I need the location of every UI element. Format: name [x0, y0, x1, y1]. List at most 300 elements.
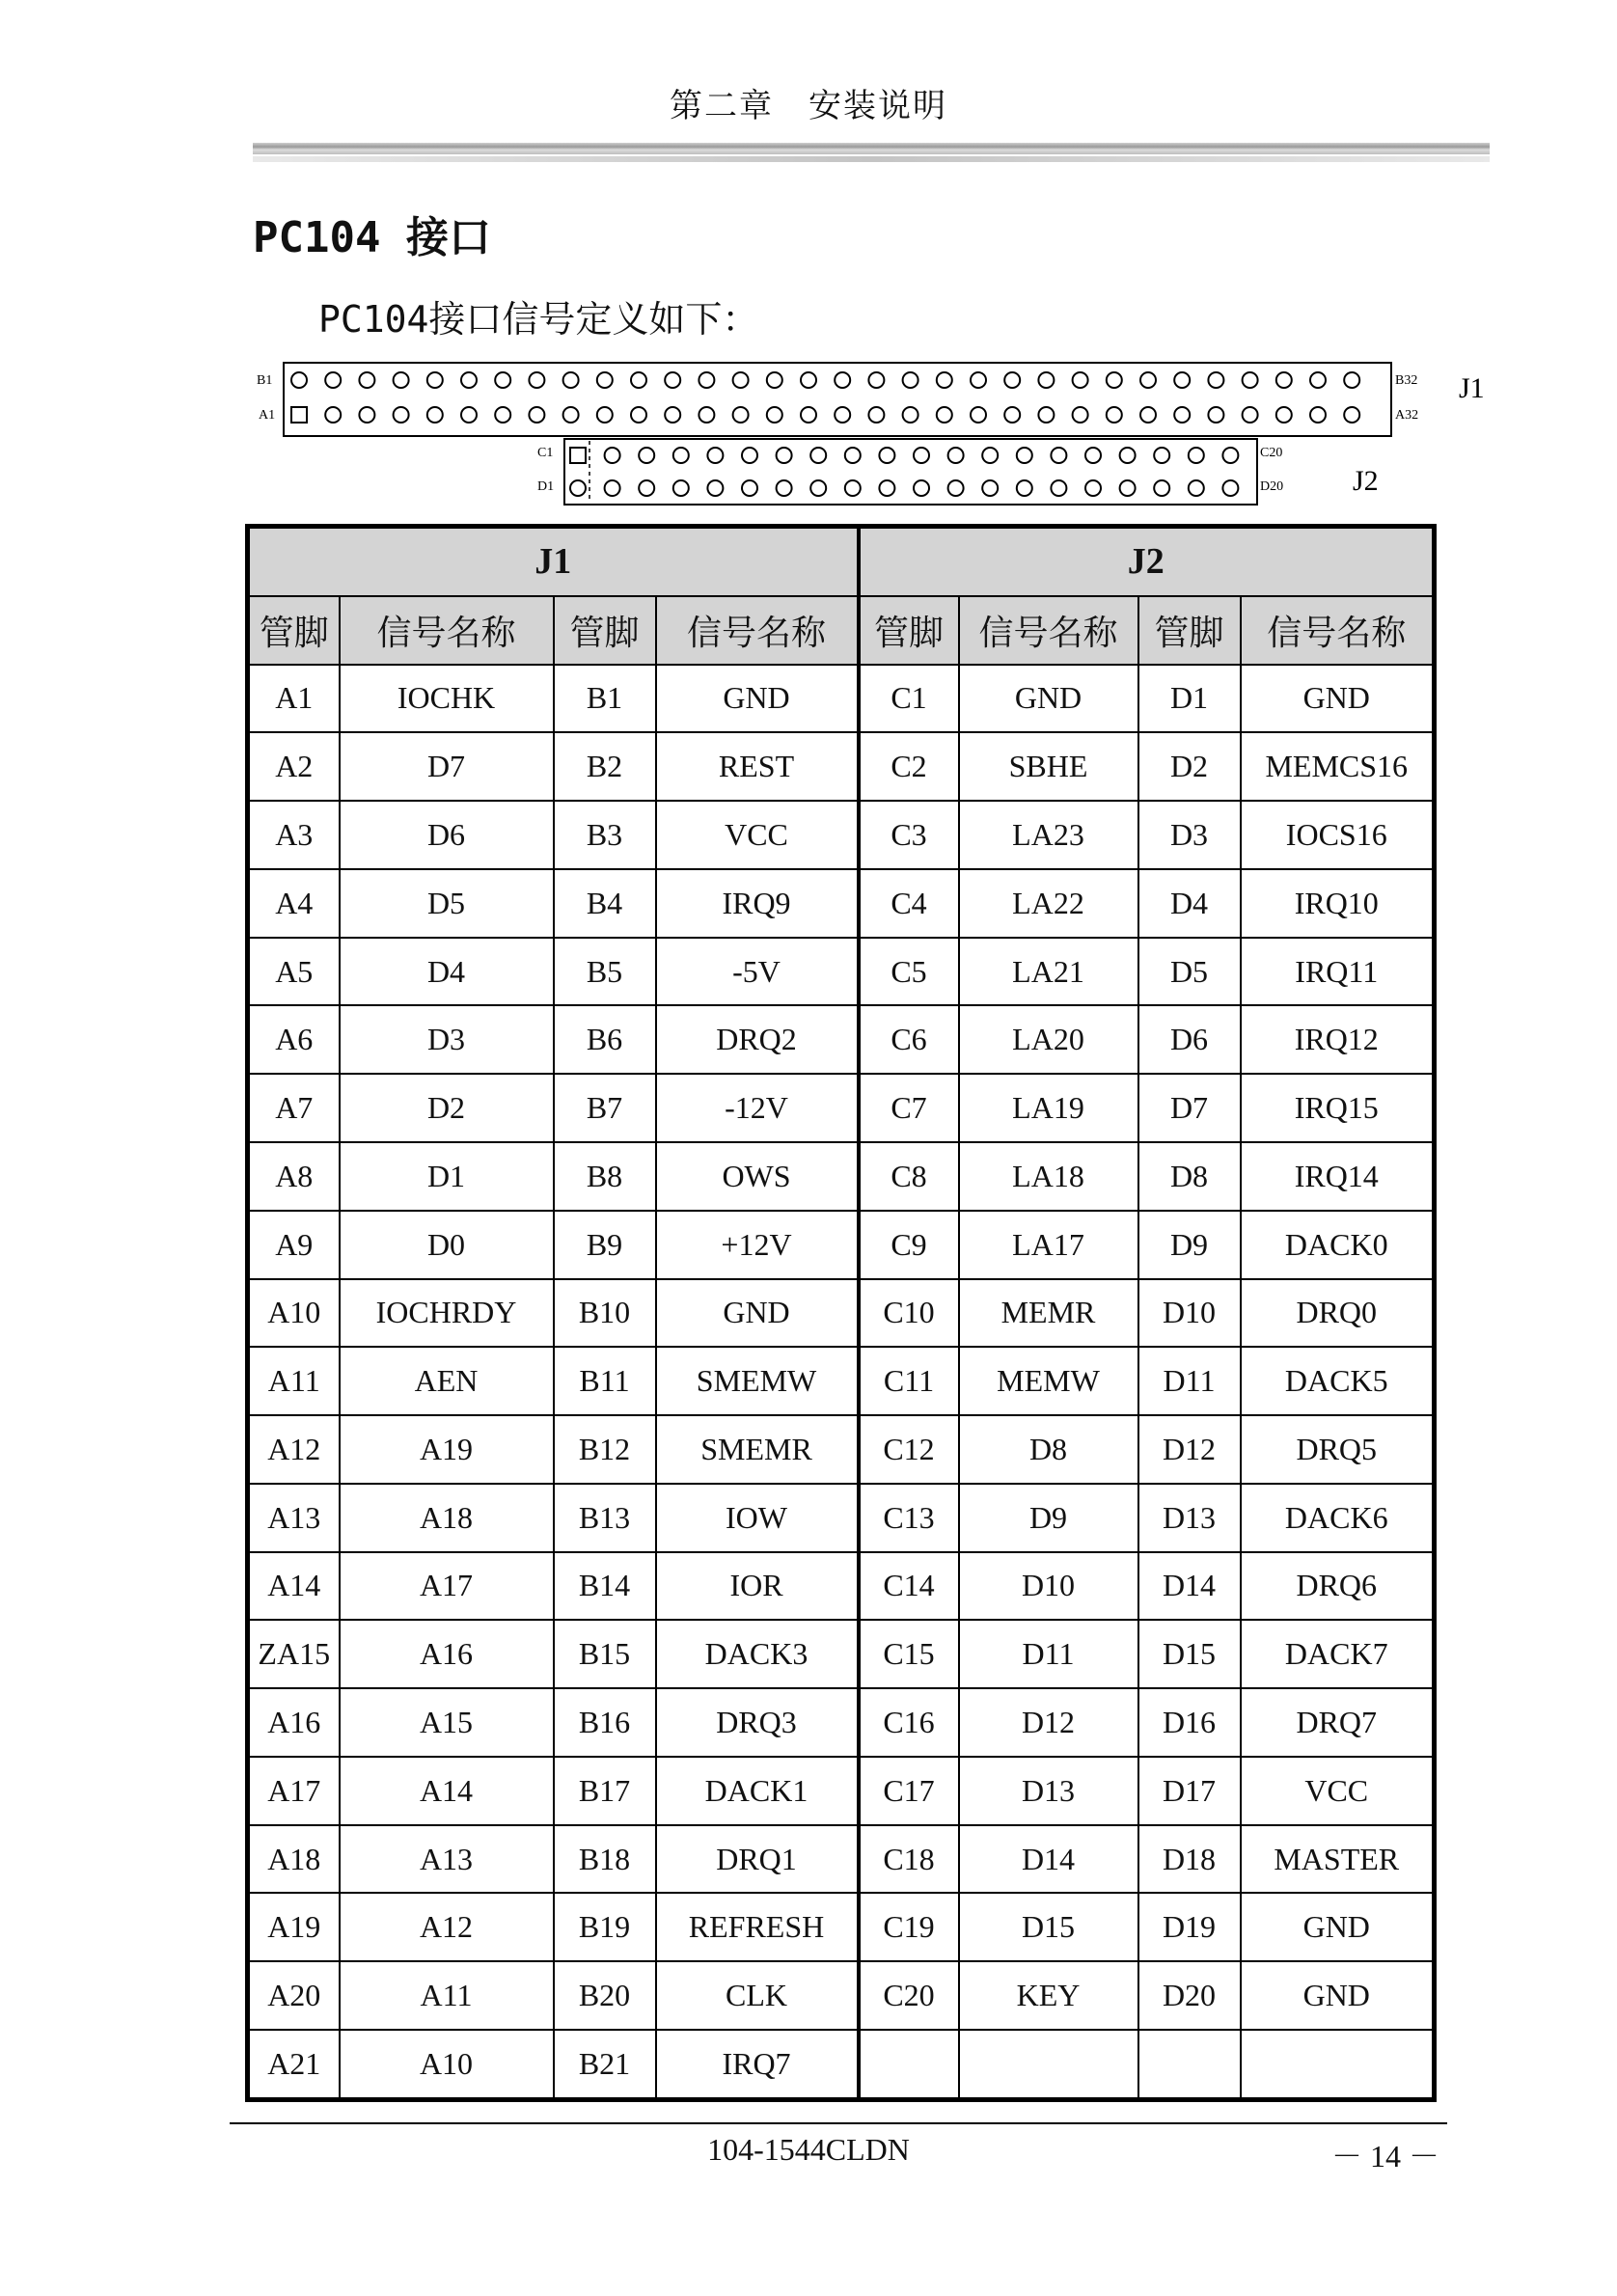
- a-pin: [699, 407, 714, 423]
- pin-cell: D9: [1138, 1211, 1241, 1279]
- pin-cell: B20: [554, 1961, 656, 2030]
- table-row: [248, 938, 1435, 1006]
- table-row: [248, 1688, 1435, 1757]
- c-pin: [810, 448, 826, 463]
- signal-cell: GND: [959, 665, 1138, 733]
- pin-cell: A13: [248, 1484, 340, 1552]
- c-pin: [1017, 448, 1032, 463]
- signal-cell: [1241, 2030, 1435, 2100]
- table-row: [248, 1484, 1435, 1552]
- b-pin: [1208, 372, 1223, 388]
- j1-label: J1: [1459, 372, 1485, 404]
- signal-cell: MEMR: [959, 1279, 1138, 1348]
- signal-cell: [959, 2030, 1138, 2100]
- pin-cell: B14: [554, 1552, 656, 1621]
- signal-cell: DACK1: [656, 1757, 859, 1825]
- table-row: [248, 665, 1435, 733]
- signal-cell: D1: [340, 1142, 554, 1211]
- a-pin: [1107, 407, 1122, 423]
- signal-cell: D0: [340, 1211, 554, 1279]
- group-j2: J2: [859, 527, 1435, 596]
- a-pin: [1344, 407, 1359, 423]
- d-pin: [879, 480, 894, 496]
- pin-cell: B17: [554, 1757, 656, 1825]
- pin-cell: A17: [248, 1757, 340, 1825]
- pin-cell: C1: [859, 665, 959, 733]
- b-pin: [1140, 372, 1156, 388]
- signal-cell: KEY: [959, 1961, 1138, 2030]
- signal-cell: IOW: [656, 1484, 859, 1552]
- d-pin: [605, 480, 620, 496]
- signal-cell: DACK5: [1241, 1347, 1435, 1415]
- signal-cell: D10: [959, 1552, 1138, 1621]
- label-c20: C20: [1260, 446, 1283, 460]
- a-pin: [291, 407, 307, 423]
- b-pin: [971, 372, 986, 388]
- b-pin: [835, 372, 850, 388]
- a-pin: [1276, 407, 1292, 423]
- pin-cell: A14: [248, 1552, 340, 1621]
- signal-cell: DRQ7: [1241, 1688, 1435, 1757]
- c-pin: [707, 448, 723, 463]
- pin-cell: B15: [554, 1620, 656, 1688]
- signal-cell: VCC: [1241, 1757, 1435, 1825]
- label-a1: A1: [259, 408, 276, 423]
- signal-cell: A13: [340, 1825, 554, 1894]
- header-rule-shadow: [253, 156, 1490, 162]
- table-row: [248, 1074, 1435, 1142]
- pin-cell: B8: [554, 1142, 656, 1211]
- pin-cell: A16: [248, 1688, 340, 1757]
- a-pin: [1174, 407, 1190, 423]
- b-pin: [325, 372, 341, 388]
- pin-cell: B2: [554, 732, 656, 801]
- pin-cell: [859, 2030, 959, 2100]
- a-pin: [868, 407, 884, 423]
- col-header-signal: 信号名称: [656, 596, 859, 665]
- signal-cell: D15: [959, 1893, 1138, 1961]
- pin-cell: A18: [248, 1825, 340, 1894]
- a-pin: [597, 407, 613, 423]
- b-pin: [733, 372, 749, 388]
- signal-cell: IRQ9: [656, 869, 859, 938]
- pin-row-c: [570, 448, 1238, 463]
- signal-cell: D14: [959, 1825, 1138, 1894]
- signal-cell: DRQ2: [656, 1005, 859, 1074]
- d-pin: [707, 480, 723, 496]
- pin-row-b: [291, 372, 1359, 388]
- pin-cell: B10: [554, 1279, 656, 1348]
- a-pin: [394, 407, 409, 423]
- pin-cell: B1: [554, 665, 656, 733]
- signal-cell: LA17: [959, 1211, 1138, 1279]
- pin-cell: ZA15: [248, 1620, 340, 1688]
- pin-cell: C8: [859, 1142, 959, 1211]
- table-row: [248, 732, 1435, 801]
- pin-cell: D10: [1138, 1279, 1241, 1348]
- col-header-signal: 信号名称: [959, 596, 1138, 665]
- b-pin: [1107, 372, 1122, 388]
- b-pin: [394, 372, 409, 388]
- signal-cell: D2: [340, 1074, 554, 1142]
- d-pin: [570, 480, 586, 496]
- b-pin: [495, 372, 510, 388]
- signal-cell: LA23: [959, 801, 1138, 869]
- label-d1: D1: [537, 479, 555, 494]
- signal-cell: D13: [959, 1757, 1138, 1825]
- signal-cell: IOCS16: [1241, 801, 1435, 869]
- signal-cell: REST: [656, 732, 859, 801]
- d-pin: [742, 480, 757, 496]
- signal-cell: D12: [959, 1688, 1138, 1757]
- signal-cell: LA20: [959, 1005, 1138, 1074]
- signal-cell: LA22: [959, 869, 1138, 938]
- label-c1: C1: [537, 446, 554, 460]
- footer-doc-id: 104-1544CLDN: [707, 2132, 910, 2167]
- pin-cell: C20: [859, 1961, 959, 2030]
- d-pin: [777, 480, 792, 496]
- j2-label: J2: [1353, 465, 1379, 497]
- signal-cell: GND: [656, 665, 859, 733]
- signal-cell: DACK7: [1241, 1620, 1435, 1688]
- b-pin: [699, 372, 714, 388]
- pin-cell: B6: [554, 1005, 656, 1074]
- signal-cell: IOCHK: [340, 665, 554, 733]
- pin-cell: A2: [248, 732, 340, 801]
- a-pin: [325, 407, 341, 423]
- signal-cell: DRQ0: [1241, 1279, 1435, 1348]
- b-pin: [665, 372, 680, 388]
- pin-cell: D14: [1138, 1552, 1241, 1621]
- pin-cell: A11: [248, 1347, 340, 1415]
- a-pin: [665, 407, 680, 423]
- pin-cell: D2: [1138, 732, 1241, 801]
- pin-cell: A19: [248, 1893, 340, 1961]
- d-pin: [914, 480, 929, 496]
- pin-cell: D4: [1138, 869, 1241, 938]
- pin-cell: B4: [554, 869, 656, 938]
- signal-cell: VCC: [656, 801, 859, 869]
- pin-cell: [1138, 2030, 1241, 2100]
- signal-cell: DRQ5: [1241, 1415, 1435, 1484]
- pin-cell: B16: [554, 1688, 656, 1757]
- d-pin: [1189, 480, 1204, 496]
- col-header-pin: 管脚: [859, 596, 959, 665]
- pin-cell: B5: [554, 938, 656, 1006]
- pin-cell: C4: [859, 869, 959, 938]
- pin-cell: B11: [554, 1347, 656, 1415]
- b-pin: [868, 372, 884, 388]
- signal-cell: IRQ10: [1241, 869, 1435, 938]
- c-pin: [1189, 448, 1204, 463]
- c-pin: [845, 448, 861, 463]
- table-row: [248, 1415, 1435, 1484]
- col-header-signal: 信号名称: [1241, 596, 1435, 665]
- signal-cell: SMEMW: [656, 1347, 859, 1415]
- a-pin: [1073, 407, 1088, 423]
- group-j1: J1: [248, 527, 859, 596]
- signal-cell: A19: [340, 1415, 554, 1484]
- signal-cell: -5V: [656, 938, 859, 1006]
- col-header-pin: 管脚: [1138, 596, 1241, 665]
- page-number: － 14 －: [1331, 2139, 1440, 2173]
- pin-cell: D8: [1138, 1142, 1241, 1211]
- signal-cell: OWS: [656, 1142, 859, 1211]
- a-pin: [767, 407, 782, 423]
- a-pin: [631, 407, 646, 423]
- d-pin: [1017, 480, 1032, 496]
- signal-cell: AEN: [340, 1347, 554, 1415]
- pin-cell: C6: [859, 1005, 959, 1074]
- signal-cell: DRQ1: [656, 1825, 859, 1894]
- signal-cell: IRQ7: [656, 2030, 859, 2100]
- signal-cell: D6: [340, 801, 554, 869]
- signal-cell: D4: [340, 938, 554, 1006]
- table-row: [248, 1757, 1435, 1825]
- a-pin: [835, 407, 850, 423]
- signal-cell: SBHE: [959, 732, 1138, 801]
- c-pin: [1154, 448, 1169, 463]
- pin-cell: B21: [554, 2030, 656, 2100]
- c-pin: [673, 448, 689, 463]
- col-header-signal: 信号名称: [340, 596, 554, 665]
- pin-row-d: [570, 480, 1238, 496]
- signal-cell: D11: [959, 1620, 1138, 1688]
- b-pin: [597, 372, 613, 388]
- a-pin: [495, 407, 510, 423]
- pin-cell: C13: [859, 1484, 959, 1552]
- pin-cell: D11: [1138, 1347, 1241, 1415]
- pin-cell: A9: [248, 1211, 340, 1279]
- signal-cell: GND: [1241, 665, 1435, 733]
- header-rule: [253, 143, 1490, 154]
- a-pin: [359, 407, 374, 423]
- pin-definition-table: [245, 524, 1437, 2102]
- c-pin: [605, 448, 620, 463]
- signal-cell: A15: [340, 1688, 554, 1757]
- d-pin: [673, 480, 689, 496]
- pin-cell: D12: [1138, 1415, 1241, 1484]
- pin-cell: B7: [554, 1074, 656, 1142]
- pin-cell: A10: [248, 1279, 340, 1348]
- c-pin: [914, 448, 929, 463]
- d-pin: [810, 480, 826, 496]
- table-row: [248, 869, 1435, 938]
- signal-cell: +12V: [656, 1211, 859, 1279]
- signal-cell: A17: [340, 1552, 554, 1621]
- group-header-row: [248, 527, 1435, 596]
- pin-cell: D17: [1138, 1757, 1241, 1825]
- table-row: [248, 1347, 1435, 1415]
- b-pin: [427, 372, 443, 388]
- c-pin: [948, 448, 964, 463]
- b-pin: [937, 372, 952, 388]
- signal-cell: A11: [340, 1961, 554, 2030]
- pin-cell: C3: [859, 801, 959, 869]
- c-pin: [982, 448, 998, 463]
- pin-cell: B18: [554, 1825, 656, 1894]
- pin-cell: A4: [248, 869, 340, 938]
- signal-cell: IOR: [656, 1552, 859, 1621]
- pin-cell: C12: [859, 1415, 959, 1484]
- signal-cell: D8: [959, 1415, 1138, 1484]
- signal-cell: IRQ12: [1241, 1005, 1435, 1074]
- signal-cell: DRQ3: [656, 1688, 859, 1757]
- pin-cell: A12: [248, 1415, 340, 1484]
- pin-cell: B3: [554, 801, 656, 869]
- table-row: [248, 2030, 1435, 2100]
- connector-svg: [0, 357, 1617, 511]
- signal-cell: CLK: [656, 1961, 859, 2030]
- b-pin: [801, 372, 816, 388]
- b-pin: [1004, 372, 1020, 388]
- pin-cell: C10: [859, 1279, 959, 1348]
- table-row: [248, 1005, 1435, 1074]
- j2-outline: [564, 439, 1257, 505]
- b-pin: [359, 372, 374, 388]
- pin-cell: C9: [859, 1211, 959, 1279]
- c-pin: [879, 448, 894, 463]
- signal-cell: SMEMR: [656, 1415, 859, 1484]
- pin-cell: A5: [248, 938, 340, 1006]
- d-pin: [948, 480, 964, 496]
- pin-cell: A21: [248, 2030, 340, 2100]
- b-pin: [1276, 372, 1292, 388]
- signal-cell: -12V: [656, 1074, 859, 1142]
- pin-cell: C18: [859, 1825, 959, 1894]
- signal-cell: A18: [340, 1484, 554, 1552]
- pin-cell: B12: [554, 1415, 656, 1484]
- pin-row-a: [291, 407, 1359, 423]
- signal-cell: D9: [959, 1484, 1138, 1552]
- d-pin: [1051, 480, 1066, 496]
- signal-cell: A14: [340, 1757, 554, 1825]
- pin-cell: D7: [1138, 1074, 1241, 1142]
- a-pin: [529, 407, 544, 423]
- pin-cell: A8: [248, 1142, 340, 1211]
- signal-cell: IRQ14: [1241, 1142, 1435, 1211]
- signal-cell: LA19: [959, 1074, 1138, 1142]
- a-pin: [1140, 407, 1156, 423]
- pin-cell: C19: [859, 1893, 959, 1961]
- footer-rule: [230, 2122, 1447, 2124]
- pin-cell: D3: [1138, 801, 1241, 869]
- col-header-pin: 管脚: [248, 596, 340, 665]
- pin-cell: C2: [859, 732, 959, 801]
- a-pin: [733, 407, 749, 423]
- pin-cell: C17: [859, 1757, 959, 1825]
- c-pin: [777, 448, 792, 463]
- a-pin: [801, 407, 816, 423]
- b-pin: [767, 372, 782, 388]
- signal-cell: A16: [340, 1620, 554, 1688]
- a-pin: [427, 407, 443, 423]
- c-pin: [742, 448, 757, 463]
- a-pin: [937, 407, 952, 423]
- signal-cell: GND: [1241, 1961, 1435, 2030]
- signal-cell: DACK6: [1241, 1484, 1435, 1552]
- c-pin: [1051, 448, 1066, 463]
- intro-text: PC104接口信号定义如下：: [318, 298, 759, 341]
- col-header-pin: 管脚: [554, 596, 656, 665]
- chapter-title: 第二章 安装说明: [670, 87, 947, 125]
- pin-cell: A3: [248, 801, 340, 869]
- c-pin: [570, 448, 586, 463]
- signal-cell: MEMCS16: [1241, 732, 1435, 801]
- pin-cell: D20: [1138, 1961, 1241, 2030]
- b-pin: [461, 372, 477, 388]
- a-pin: [903, 407, 918, 423]
- table-row: [248, 1552, 1435, 1621]
- table-row: [248, 1620, 1435, 1688]
- c-pin: [1085, 448, 1101, 463]
- signal-cell: GND: [656, 1279, 859, 1348]
- a-pin: [563, 407, 579, 423]
- pin-cell: B13: [554, 1484, 656, 1552]
- signal-cell: IRQ15: [1241, 1074, 1435, 1142]
- d-pin: [639, 480, 654, 496]
- a-pin: [1038, 407, 1054, 423]
- b-pin: [563, 372, 579, 388]
- d-pin: [845, 480, 861, 496]
- pin-cell: C14: [859, 1552, 959, 1621]
- label-b32: B32: [1395, 373, 1418, 388]
- table-row: [248, 1825, 1435, 1894]
- pin-cell: B19: [554, 1893, 656, 1961]
- table-row: [248, 1961, 1435, 2030]
- connector-diagram: [0, 357, 1617, 511]
- signal-cell: IRQ11: [1241, 938, 1435, 1006]
- label-b1: B1: [257, 373, 273, 388]
- b-pin: [631, 372, 646, 388]
- b-pin: [291, 372, 307, 388]
- d-pin: [982, 480, 998, 496]
- b-pin: [1310, 372, 1326, 388]
- column-header-row: [248, 596, 1435, 665]
- pin-cell: C5: [859, 938, 959, 1006]
- b-pin: [529, 372, 544, 388]
- signal-cell: A10: [340, 2030, 554, 2100]
- a-pin: [1004, 407, 1020, 423]
- signal-cell: DACK3: [656, 1620, 859, 1688]
- signal-cell: DRQ6: [1241, 1552, 1435, 1621]
- pin-cell: C7: [859, 1074, 959, 1142]
- pin-cell: D1: [1138, 665, 1241, 733]
- d-pin: [1154, 480, 1169, 496]
- signal-cell: LA21: [959, 938, 1138, 1006]
- c-pin: [639, 448, 654, 463]
- signal-cell: REFRESH: [656, 1893, 859, 1961]
- pin-cell: D15: [1138, 1620, 1241, 1688]
- signal-cell: A12: [340, 1893, 554, 1961]
- table-row: [248, 1893, 1435, 1961]
- signal-cell: GND: [1241, 1893, 1435, 1961]
- signal-cell: DACK0: [1241, 1211, 1435, 1279]
- b-pin: [1038, 372, 1054, 388]
- a-pin: [971, 407, 986, 423]
- d-pin: [1085, 480, 1101, 496]
- signal-cell: MEMW: [959, 1347, 1138, 1415]
- b-pin: [1344, 372, 1359, 388]
- pin-cell: A1: [248, 665, 340, 733]
- pin-cell: B9: [554, 1211, 656, 1279]
- signal-cell: D7: [340, 732, 554, 801]
- label-d20: D20: [1260, 479, 1284, 494]
- section-title: PC104 接口: [253, 213, 491, 262]
- c-pin: [1222, 448, 1238, 463]
- pin-cell: A20: [248, 1961, 340, 2030]
- pin-cell: D16: [1138, 1688, 1241, 1757]
